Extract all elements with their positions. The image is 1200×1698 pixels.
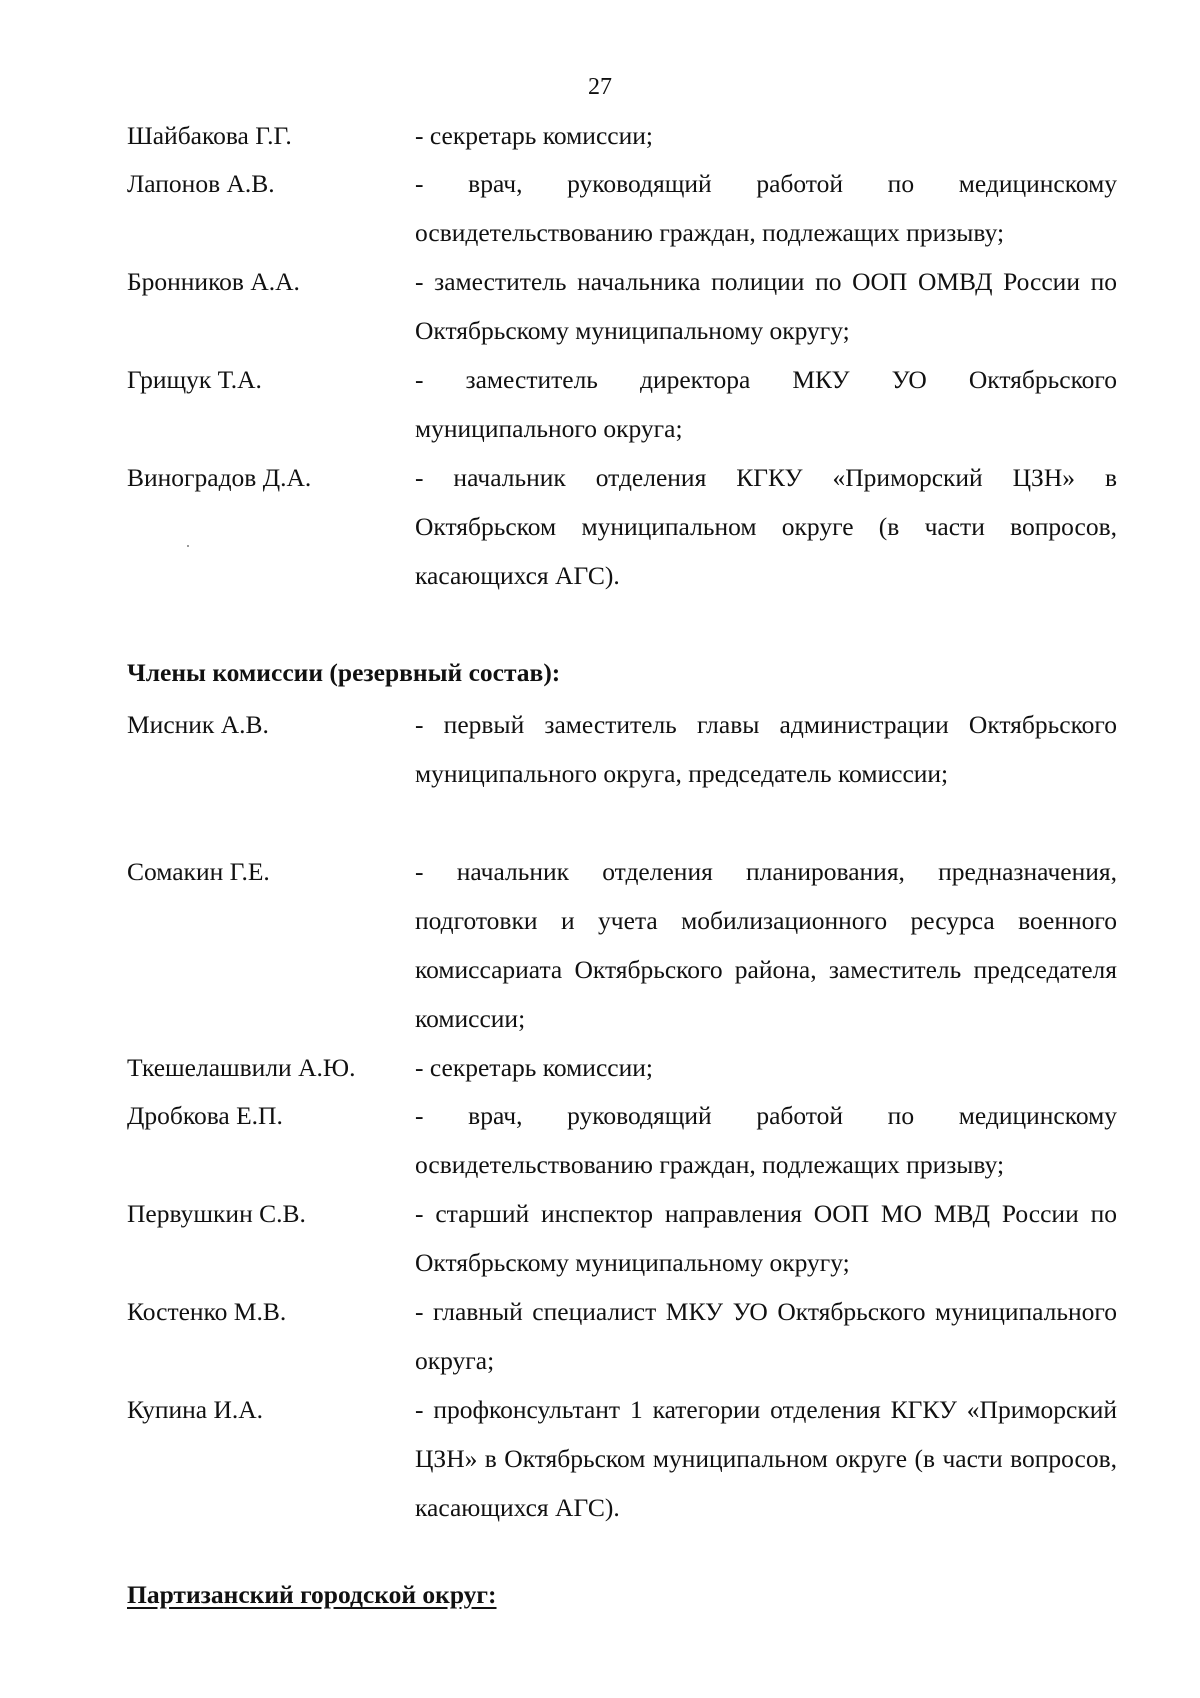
member-name: Первушкин С.В. [127, 1199, 306, 1228]
member-role: - начальник отделения КГКУ «Приморский ЦЗН» в Октябрьском муниципальном округе (в части вопросов, касающихся АГС). [415, 463, 1117, 590]
member-name: Ткешелашвили А.Ю. [127, 1053, 356, 1082]
member-role: - старший инспектор направления ООП МО МВД России по Октябрьскому муниципальному округу; [415, 1199, 1117, 1277]
page-number: 27 [588, 74, 612, 100]
member-name: Костенко М.В. [127, 1297, 287, 1326]
reserve-heading: Члены комиссии (резервный состав): [127, 658, 561, 687]
member-name: Сомакин Г.Е. [127, 857, 270, 886]
section-heading: Партизанский городской округ: [127, 1580, 497, 1609]
member-role: - профконсультант 1 категории отделения КГКУ «Приморский ЦЗН» в Октябрьском муниципальном округе (в части вопросов, касающихся АГС). [415, 1395, 1117, 1522]
member-role: - главный специалист МКУ УО Октябрьского муниципального округа; [415, 1297, 1117, 1375]
member-name: Виноградов Д.А. [127, 463, 312, 492]
scan-speck [187, 545, 189, 547]
member-name: Бронников А.А. [127, 267, 300, 296]
member-name: Дробкова Е.П. [127, 1101, 283, 1130]
member-role: - врач, руководящий работой по медицинскому освидетельствованию граждан, подлежащих призыву; [415, 169, 1117, 247]
member-role: - начальник отделения планирования, предназначения, подготовки и учета мобилизационного ресурса военного комиссариата Октябрьского района, заместитель председателя комиссии; [415, 857, 1117, 1033]
member-name: Шайбакова Г.Г. [127, 121, 292, 150]
member-role: - врач, руководящий работой по медицинскому освидетельствованию граждан, подлежащих призыву; [415, 1101, 1117, 1179]
member-name: Грищук Т.А. [127, 365, 262, 394]
member-role: - секретарь комиссии; [415, 1053, 653, 1082]
member-role: - первый заместитель главы администрации Октябрьского муниципального округа, председатель комиссии; [415, 710, 1117, 788]
member-name: Мисник А.В. [127, 710, 269, 739]
member-role: - заместитель начальника полиции по ООП ОМВД России по Октябрьскому муниципальному округу; [415, 267, 1117, 345]
member-role: - секретарь комиссии; [415, 121, 653, 150]
member-name: Лапонов А.В. [127, 169, 275, 198]
member-role: - заместитель директора МКУ УО Октябрьского муниципального округа; [415, 365, 1117, 443]
member-name: Купина И.А. [127, 1395, 264, 1424]
